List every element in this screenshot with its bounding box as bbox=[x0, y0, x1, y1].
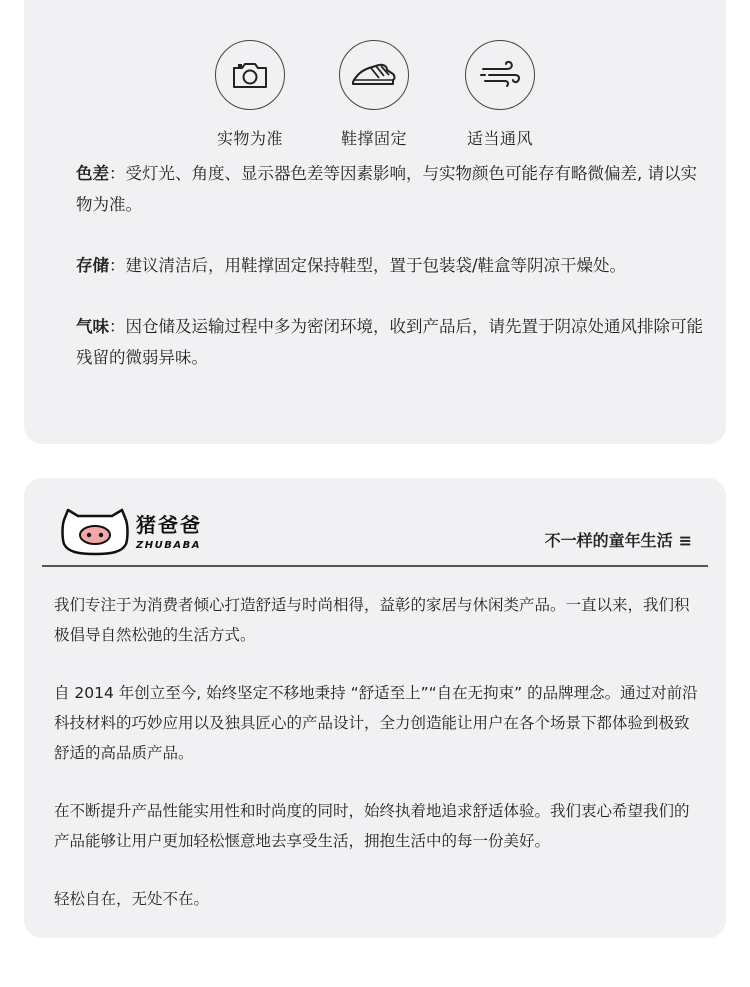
pig-logo-icon bbox=[60, 504, 130, 560]
slogan-text: 不一样的童年生活 bbox=[544, 531, 673, 550]
brand-paragraph: 我们专注于为消费者倾心打造舒适与时尚相得，益彰的家居与休闲类产品。一直以来，我们积极倡导自然松弛的生活方式。 bbox=[54, 596, 690, 644]
brand-name-en: ZHUBABA bbox=[136, 540, 201, 551]
wind-icon bbox=[465, 40, 535, 110]
brand-paragraph: 自 2014 年创立至今, 始终坚定不移地秉持 “舒适至上”“自在无拘束” 的品牌理念。通过对前沿科技材料的巧妙应用以及独具匠心的产品设计，全力创造能让用户在各个场景下都体验到极致舒适的高品质产品。 bbox=[54, 684, 698, 762]
feature-label: 实物为准 bbox=[216, 129, 283, 148]
note-term: 色差 bbox=[76, 164, 109, 183]
brand-header bbox=[24, 478, 726, 568]
feature-true-to-product bbox=[190, 40, 310, 149]
note-separator: ： bbox=[109, 317, 126, 336]
feature-label: 鞋撑固定 bbox=[340, 129, 407, 148]
feature-label: 适当通风 bbox=[466, 129, 533, 148]
note-text: 因仓储及运输过程中多为密闭环境，收到产品后，请先置于阴凉处通风排除可能残留的微弱异味。 bbox=[76, 317, 703, 367]
note-separator: ： bbox=[109, 256, 126, 275]
care-info-card bbox=[24, 0, 726, 444]
brand-body bbox=[54, 590, 704, 942]
brand-slogan bbox=[545, 528, 692, 551]
feature-icon-row bbox=[24, 40, 726, 150]
brand-name-cn: 猪爸爸 bbox=[136, 513, 202, 537]
shoe-tree-icon bbox=[339, 40, 409, 110]
menu-icon: ≡ bbox=[678, 531, 692, 550]
feature-ventilation bbox=[440, 40, 560, 149]
note-text: 受灯光、角度、显示器色差等因素影响，与实物颜色可能存有略微偏差, 请以实物为准。 bbox=[76, 164, 697, 214]
note-term: 存储 bbox=[76, 256, 109, 275]
brand-story-card bbox=[24, 478, 726, 938]
header-divider bbox=[42, 565, 708, 567]
note-storage bbox=[76, 250, 706, 281]
camera-icon bbox=[215, 40, 285, 110]
feature-shoe-tree bbox=[314, 40, 434, 149]
note-text: 建议清洁后，用鞋撑固定保持鞋型，置于包装袋/鞋盒等阴凉干燥处。 bbox=[125, 256, 627, 275]
brand-paragraph: 在不断提升产品性能实用性和时尚度的同时，始终执着地追求舒适体验。我们衷心希望我们的产品能够让用户更加轻松惬意地去享受生活，拥抱生活中的每一份美好。 bbox=[54, 802, 690, 850]
note-color-difference bbox=[76, 158, 706, 220]
note-term: 气味 bbox=[76, 317, 109, 336]
brand-paragraph: 轻松自在，无处不在。 bbox=[54, 890, 210, 908]
note-odor bbox=[76, 311, 706, 373]
care-notes bbox=[76, 158, 706, 403]
note-separator: ： bbox=[109, 164, 126, 183]
